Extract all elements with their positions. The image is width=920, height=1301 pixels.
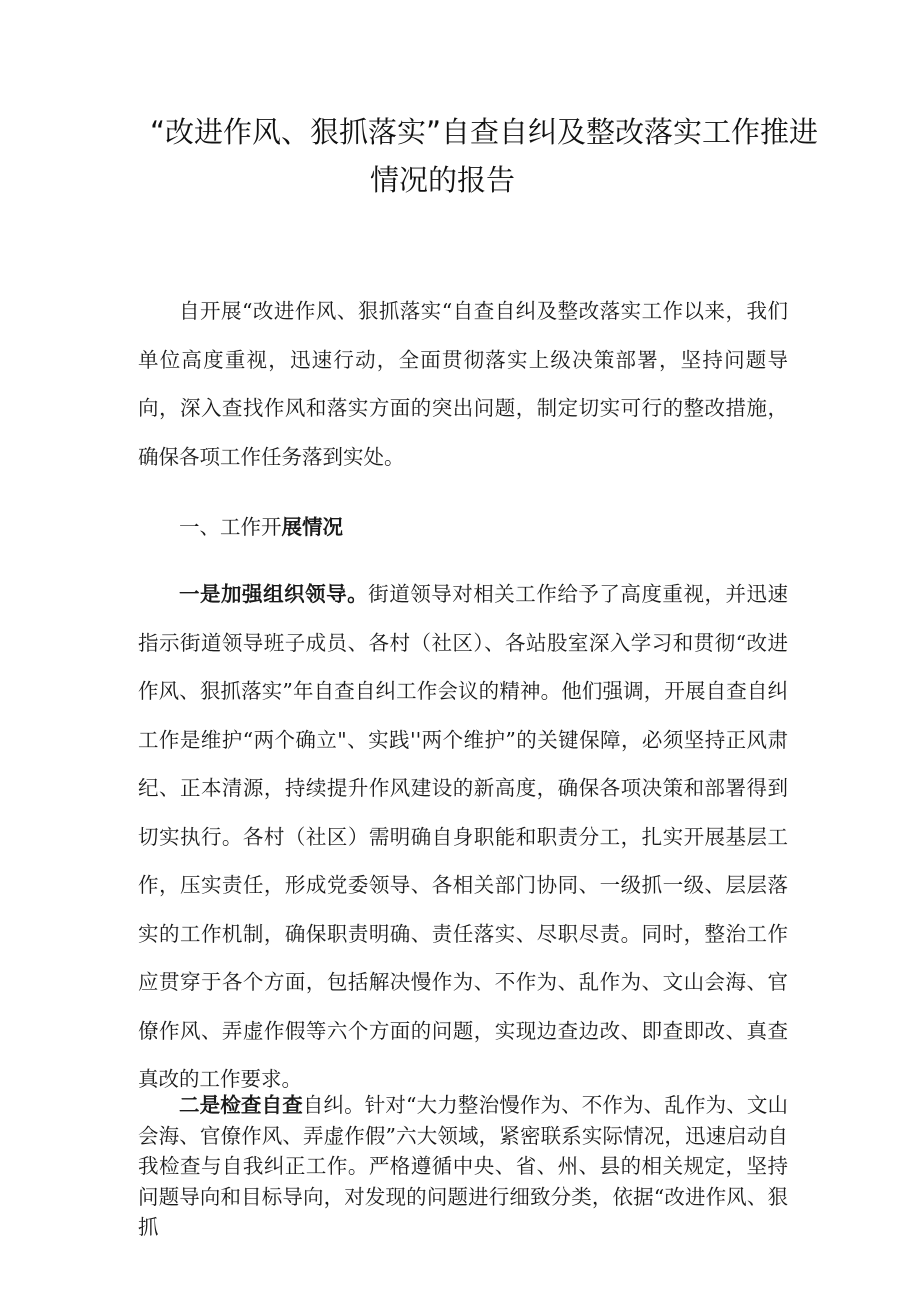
- item-one-paragraph: [138, 570, 788, 1104]
- section-heading-bold: 展情况: [281, 515, 343, 539]
- section-heading-block: [138, 503, 788, 552]
- item-two-text: 自纠。针对“大力整治慢作为、不作为、乱作为、文山会海、官僚作风、弄虚作假”六大领域，紧密联系实际情况，迅速启动自我检查与自我纠正工作。严格遵循中央、省、州、县的相关规定，坚持问题导向和目标导向，对发现的问题进行细致分类，依据“改进作风、狠抓: [138, 1093, 789, 1239]
- title-line-2: 情况的报告: [370, 163, 516, 197]
- intro-paragraph: 自开展“改进作风、狠抓落实“自查自纠及整改落实工作以来，我们单位高度重视，迅速行动，全面贯彻落实上级决策部署，坚持问题导向，深入查找作风和落实方面的突出问题，制定切实可行的整改措施，确保各项工作任务落到实处。: [138, 299, 788, 469]
- item-one-text: 街道领导对相关工作给予了高度重视，并迅速指示街道领导班子成员、各村（社区）、各站股室深入学习和贯彻“改进作风、狠抓落实”年自查自纠工作会议的精神。他们强调，开展自查自纠工作是维护“两个确立"、实践''两个维护”的关键保障，必须坚持正风肃纪、正本清源，持续提升作风建设的新高度，确保各项决策和部署得到切实执行。各村（社区）需明确自身职能和职责分工，扎实开展基层工作，压实责任，形成党委领导、各相关部门协同、一级抓一级、层层落实的工作机制，确保职责明确、责任落实、尽职尽责。同时，整治工作应贯穿于各个方面，包括解决慢作为、不作为、乱作为、文山会海、官僚作风、弄虚作假等六个方面的问题，实现边查边改、即查即改、真查真改的工作要求。: [138, 582, 789, 1091]
- item-one-block: [138, 570, 788, 1104]
- item-two-lead: 二是检查自查: [179, 1093, 303, 1117]
- title-line-1: “改进作风、狠抓落实”自查自纠及整改落实工作推进: [150, 115, 819, 149]
- item-one-lead: 一是加强组织领导。: [179, 582, 369, 606]
- document-title: [150, 108, 819, 204]
- item-two-paragraph: [138, 1090, 788, 1243]
- section-heading-prefix: 一、工作开: [179, 515, 282, 539]
- item-two-block: [138, 1090, 788, 1243]
- section-heading: [138, 503, 788, 552]
- intro-paragraph-block: [138, 287, 788, 481]
